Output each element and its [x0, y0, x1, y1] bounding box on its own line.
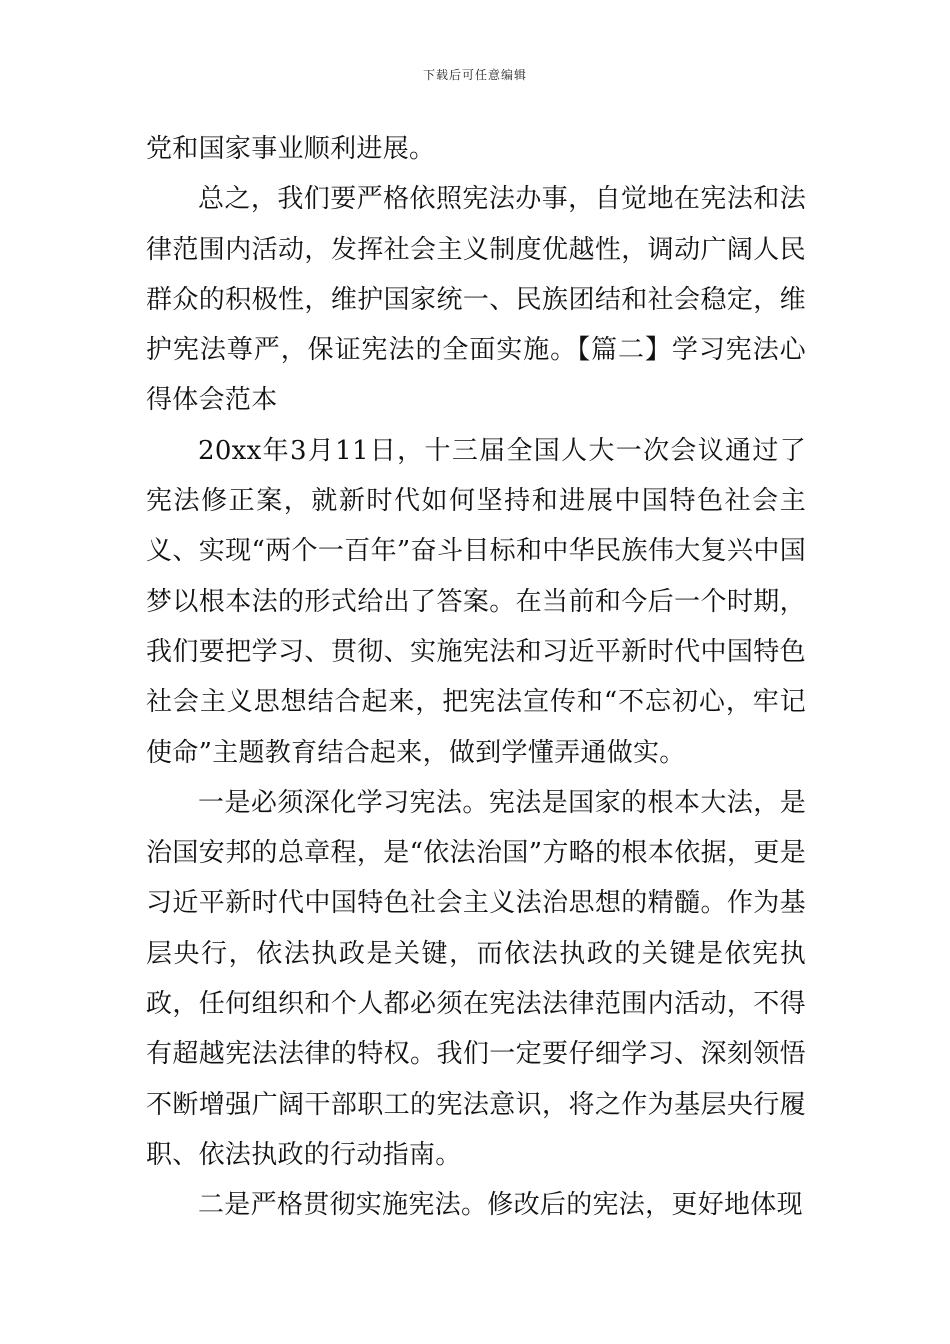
page-header-note: 下载后可任意编辑: [422, 68, 527, 82]
paragraph-continuation: 党和国家事业顺利进展。: [146, 134, 436, 164]
document-body: [146, 124, 806, 1231]
paragraph-point-two: 二是严格贯彻实施宪法。修改后的宪法，更好地体现: [198, 1190, 803, 1221]
paragraph-amendment-intro: 20xx年3月11日，十三届全国人大一次会议通过了宪法修正案，就新时代如何坚持和进展中国特色社会主义、实现“两个一百年”奋斗目标和中华民族伟大复兴中国梦以根本法的形式给出了答案。在当前和今后一个时期，我们要把学习、贯彻、实施宪法和习近平新时代中国特色社会主义思想结合起来，把宪法宣传和“不忘初心，牢记使命”主题教育结合起来，做到学懂弄通做实。: [146, 435, 806, 768]
paragraph-conclusion: 总之，我们要严格依照宪法办事，自觉地在宪法和法律范围内活动，发挥社会主义制度优越性，调动广阔人民群众的积极性，维护国家统一、民族团结和社会稳定，维护宪法尊严，保证宪法的全面实施。【篇二】学习宪法心得体会范本: [146, 184, 806, 416]
paragraph-point-one: 一是必须深化学习宪法。宪法是国家的根本大法，是治国安邦的总章程，是“依法治国”方略的根本依据，更是习近平新时代中国特色社会主义法治思想的精髓。作为基层央行，依法执政是关键，而依法执政的关键是依宪执政，任何组织和个人都必须在宪法法律范围内活动，不得有超越宪法法律的特权。我们一定要仔细学习、深刻领悟不断增强广阔干部职工的宪法意识，将之作为基层央行履职、依法执政的行动指南。: [146, 787, 806, 1170]
